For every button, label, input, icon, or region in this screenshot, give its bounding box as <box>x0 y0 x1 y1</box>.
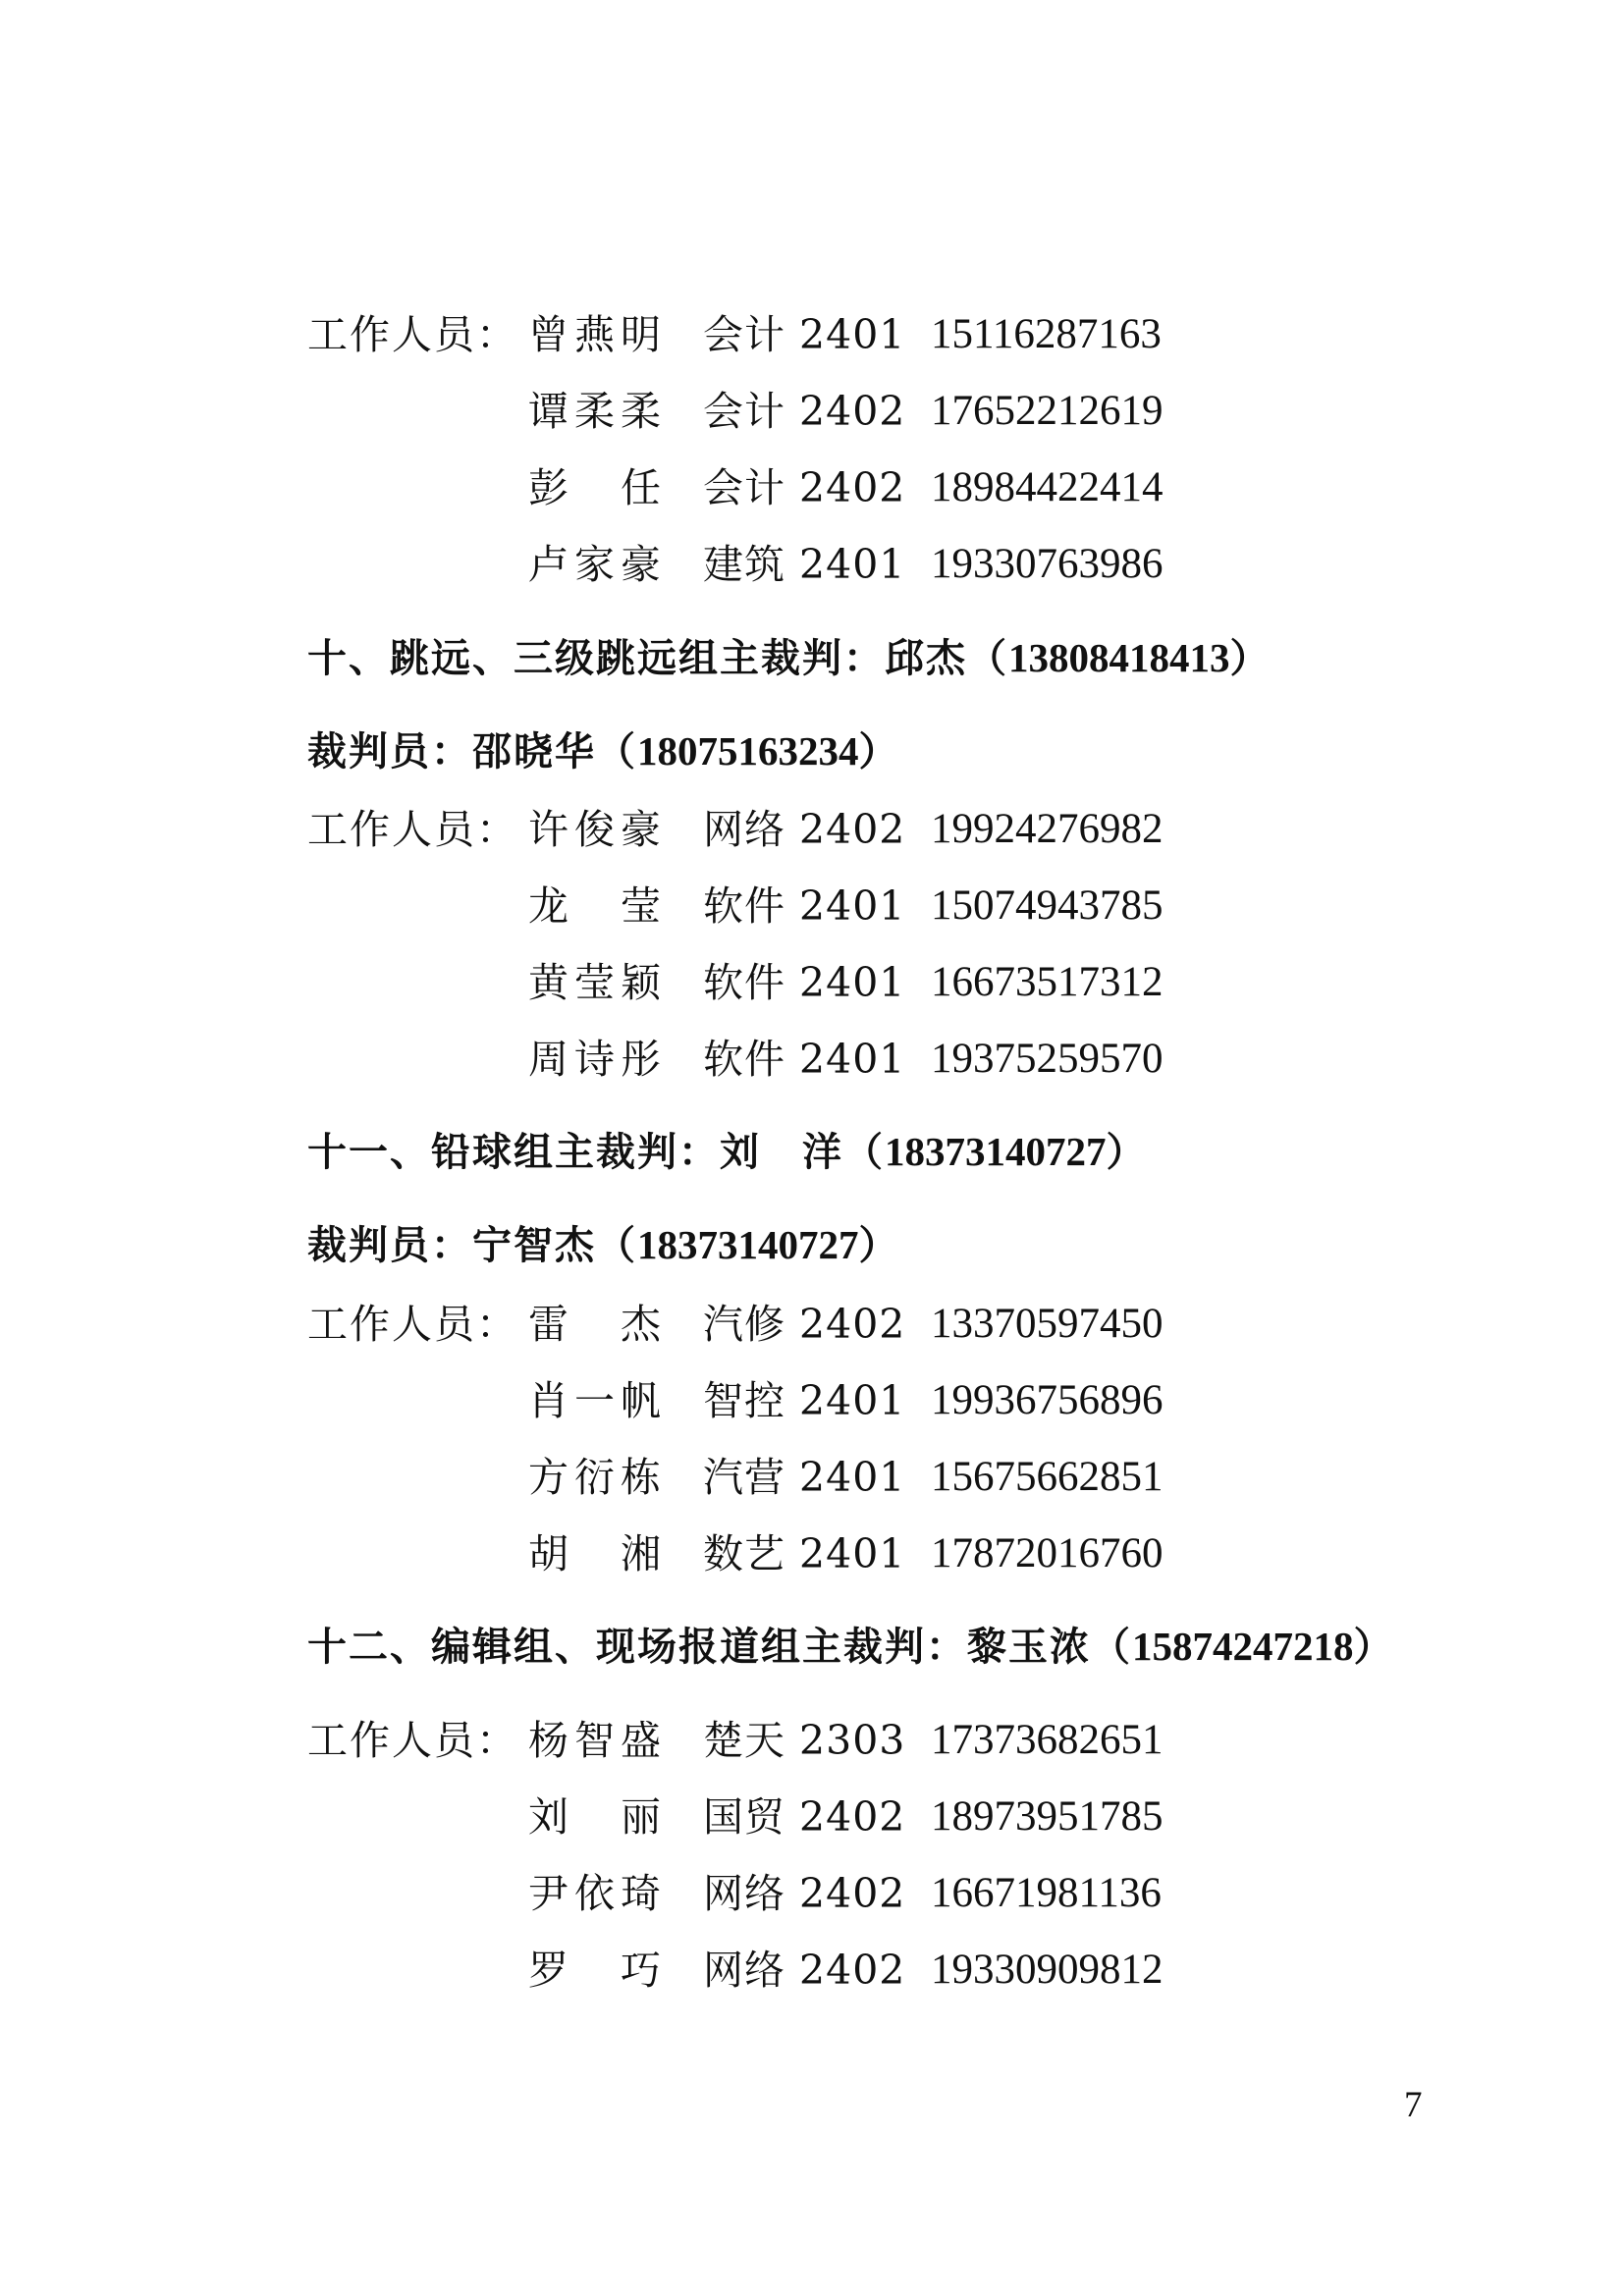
staff-class: 国贸 2402 <box>703 1793 906 1841</box>
staff-class: 会计 2402 <box>703 388 906 435</box>
staff-phone: 16671981136 <box>931 1870 1162 1916</box>
heading-close: ） <box>1229 635 1272 681</box>
staff-phone: 19375259570 <box>931 1036 1164 1082</box>
staff-class: 数艺 2401 <box>703 1530 906 1577</box>
staff-class: 软件 2401 <box>703 959 906 1006</box>
staff-phone: 16673517312 <box>931 959 1164 1005</box>
staff-class: 汽修 2402 <box>703 1301 906 1348</box>
staff-name: 胡 湘 <box>528 1530 667 1577</box>
referee-text: 裁判员：宁智杰（ <box>307 1222 637 1268</box>
heading-close: ） <box>1106 1129 1148 1175</box>
staff-name: 杨智盛 <box>528 1717 667 1764</box>
staff-phone: 17373682651 <box>931 1717 1164 1763</box>
heading-phone: 18373140727 <box>885 1129 1107 1174</box>
staff-label: 工作人员： <box>307 311 518 358</box>
staff-class: 软件 2401 <box>703 1036 906 1083</box>
staff-class: 网络 2402 <box>703 1947 906 1994</box>
staff-name: 罗 巧 <box>528 1947 667 1994</box>
staff-phone: 17872016760 <box>931 1530 1164 1576</box>
heading-text: 十一、铅球组主裁判：刘 洋（ <box>307 1129 885 1175</box>
staff-label: 工作人员： <box>307 806 518 853</box>
heading-phone: 15874247218 <box>1132 1624 1354 1669</box>
heading-close: ） <box>1353 1624 1395 1670</box>
section-heading <box>307 1615 1395 1678</box>
staff-phone: 19330763986 <box>931 541 1164 587</box>
staff-class: 网络 2402 <box>703 806 906 853</box>
staff-name: 彭 任 <box>528 464 667 511</box>
staff-label: 工作人员： <box>307 1717 518 1764</box>
staff-name: 周诗彤 <box>528 1036 667 1083</box>
heading-text: 十、跳远、三级跳远组主裁判：邱杰（ <box>307 635 1008 681</box>
staff-name: 肖一帆 <box>528 1377 667 1424</box>
staff-phone: 15074943785 <box>931 882 1164 929</box>
referee-phone: 18075163234 <box>637 728 859 774</box>
staff-name: 刘 丽 <box>528 1793 667 1841</box>
referee-line <box>307 1213 900 1276</box>
staff-class: 汽营 2401 <box>703 1454 906 1501</box>
staff-class: 网络 2402 <box>703 1870 906 1917</box>
staff-name: 黄莹颖 <box>528 959 667 1006</box>
staff-name: 龙 莹 <box>528 882 667 930</box>
staff-name: 尹依琦 <box>528 1870 667 1917</box>
staff-class: 会计 2401 <box>703 311 906 358</box>
staff-name: 许俊豪 <box>528 806 667 853</box>
staff-name: 卢家豪 <box>528 541 667 588</box>
referee-text: 裁判员：邵晓华（ <box>307 728 637 774</box>
staff-name: 方衍栋 <box>528 1454 667 1501</box>
staff-class: 软件 2401 <box>703 882 906 930</box>
section-heading <box>307 1120 1148 1183</box>
staff-name: 雷 杰 <box>528 1301 667 1348</box>
staff-phone: 17652212619 <box>931 388 1164 434</box>
heading-text: 十二、编辑组、现场报道组主裁判：黎玉浓（ <box>307 1624 1132 1670</box>
staff-class: 智控 2401 <box>703 1377 906 1424</box>
staff-class: 会计 2402 <box>703 464 906 511</box>
staff-phone: 19936756896 <box>931 1377 1164 1423</box>
referee-close: ） <box>858 728 900 774</box>
staff-phone: 18984422414 <box>931 464 1164 510</box>
staff-phone: 19330909812 <box>931 1947 1164 1993</box>
page-number: 7 <box>1404 2085 1423 2125</box>
referee-phone: 18373140727 <box>637 1222 859 1267</box>
staff-phone: 15675662851 <box>931 1454 1164 1500</box>
staff-phone: 18973951785 <box>931 1793 1164 1840</box>
staff-name: 谭柔柔 <box>528 388 667 435</box>
staff-name: 曾燕明 <box>528 311 667 358</box>
staff-label: 工作人员： <box>307 1301 518 1348</box>
staff-phone: 19924276982 <box>931 806 1164 852</box>
referee-close: ） <box>858 1222 900 1268</box>
staff-class: 建筑 2401 <box>703 541 906 588</box>
staff-phone: 13370597450 <box>931 1301 1164 1347</box>
referee-line <box>307 720 900 782</box>
section-heading <box>307 626 1272 689</box>
staff-class: 楚天 2303 <box>703 1717 906 1764</box>
heading-phone: 13808418413 <box>1008 635 1230 680</box>
staff-phone: 15116287163 <box>931 311 1162 357</box>
